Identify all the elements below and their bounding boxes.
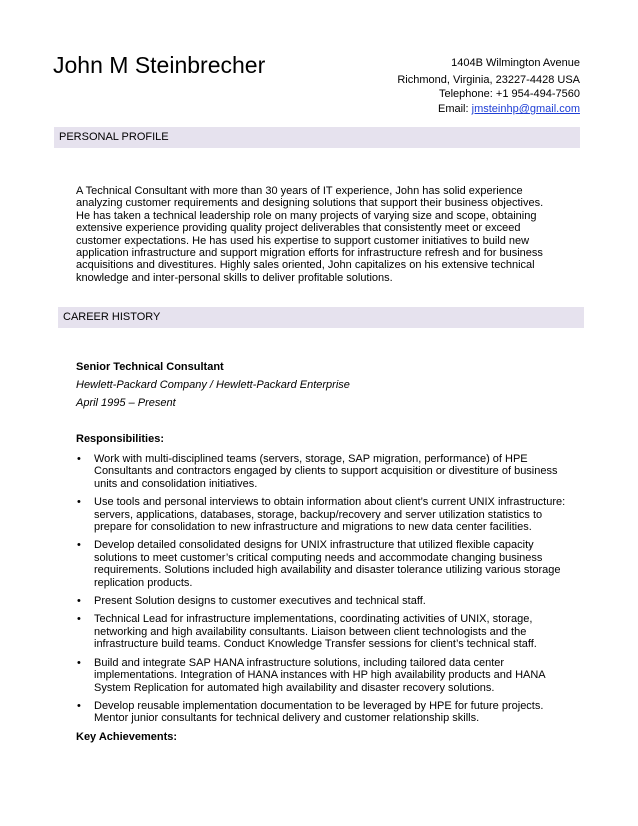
list-item-text: Use tools and personal interviews to obtain information about client’s current UNIX infrastructure: servers, applications, databases, storage, backup/recovery and server utilization statistics to prepare for consolidation to new infrastructure and migrations to new data center facilities. xyxy=(94,496,566,534)
list-item-text: Work with multi-disciplined teams (servers, storage, SAP migration, performance) of HPE Consultants and contractors engaged by clients to support acquisition or divestiture of business units and consolidation initiatives. xyxy=(94,453,558,490)
list-item xyxy=(76,539,566,589)
bullet-icon: • xyxy=(77,656,81,669)
bullet-icon: • xyxy=(77,539,81,552)
list-item-text: Build and integrate SAP HANA infrastructure solutions, including tailored data center implementations. Integration of HANA instances with HP high availability products and HANA System Replication for automated high availability and disaster recovery solutions. xyxy=(94,656,546,694)
address-line-1: 1404B Wilmington Avenue xyxy=(451,57,580,69)
list-item-text: Present Solution designs to customer executives and technical staff. xyxy=(94,595,426,608)
bullet-icon: • xyxy=(77,496,81,509)
contact-block xyxy=(397,56,580,117)
list-item xyxy=(76,453,566,490)
email-label: Email: xyxy=(438,103,472,116)
bullet-icon: • xyxy=(77,453,81,465)
profile-paragraph: A Technical Consultant with more than 30 years of IT experience, John has solid experience analyzing customer requirements and designing solutions that support their business objectives. He has taken a technical leadership role on many projects of varying size and scope, obtaining extensive experience providing quality project deliverables that consistently meet or exceed customer expectations. He has used his expertise to support customer initiatives to build new application infrastructure and support migration efforts for infrastructure refresh and for business acquisitions and divestitures. Highly sales oriented, John capitalizes on his extensive technical knowledge and inter-personal skills to deliver profitable solutions. xyxy=(76,185,544,284)
job-title: Senior Technical Consultant xyxy=(76,361,224,373)
email-line xyxy=(397,102,580,117)
list-item xyxy=(76,496,566,533)
job-dates: April 1995 – Present xyxy=(76,397,176,409)
section-heading-career-history: CAREER HISTORY xyxy=(58,307,584,328)
list-item-text: Develop detailed consolidated designs for UNIX infrastructure that utilized flexible capacity solutions to meet customer’s critical computing needs and accommodate changing business requirements. Solutions included high availability and disaster tolerance utilizing various storage replication products. xyxy=(94,539,561,589)
section-heading-personal-profile: PERSONAL PROFILE xyxy=(54,127,580,148)
bullet-icon: • xyxy=(77,595,81,608)
list-item xyxy=(76,613,566,650)
telephone-line xyxy=(397,87,580,102)
list-item-text: Develop reusable implementation documentation to be leveraged by HPE for future projects. Mentor junior consultants for technical delivery and customer relationship skills. xyxy=(94,699,544,725)
key-achievements-heading: Key Achievements: xyxy=(76,731,178,743)
job-company: Hewlett-Packard Company / Hewlett-Packard Enterprise xyxy=(76,379,350,391)
bullet-icon: • xyxy=(77,613,81,626)
telephone-label: Telephone: xyxy=(439,88,496,101)
bullet-icon: • xyxy=(77,699,81,712)
list-item xyxy=(76,700,566,725)
list-item xyxy=(76,657,566,694)
responsibilities-list xyxy=(76,453,566,731)
list-item xyxy=(76,595,566,607)
candidate-name: John M Steinbrecher xyxy=(53,52,266,78)
email-link[interactable]: jmsteinhp@gmail.com xyxy=(471,103,580,116)
responsibilities-heading: Responsibilities: xyxy=(76,433,165,445)
list-item-text: Technical Lead for infrastructure implementations, coordinating activities of UNIX, storage, networking and high availability consultants. Liaison between client technologists and the infrastructure build teams. Conduct Knowledge Transfer sessions for client’s technical staff. xyxy=(94,613,537,651)
telephone-number: +1 954-494-7560 xyxy=(495,88,580,101)
address-line-2: Richmond, Virginia, 23227-4428 USA xyxy=(397,73,580,86)
